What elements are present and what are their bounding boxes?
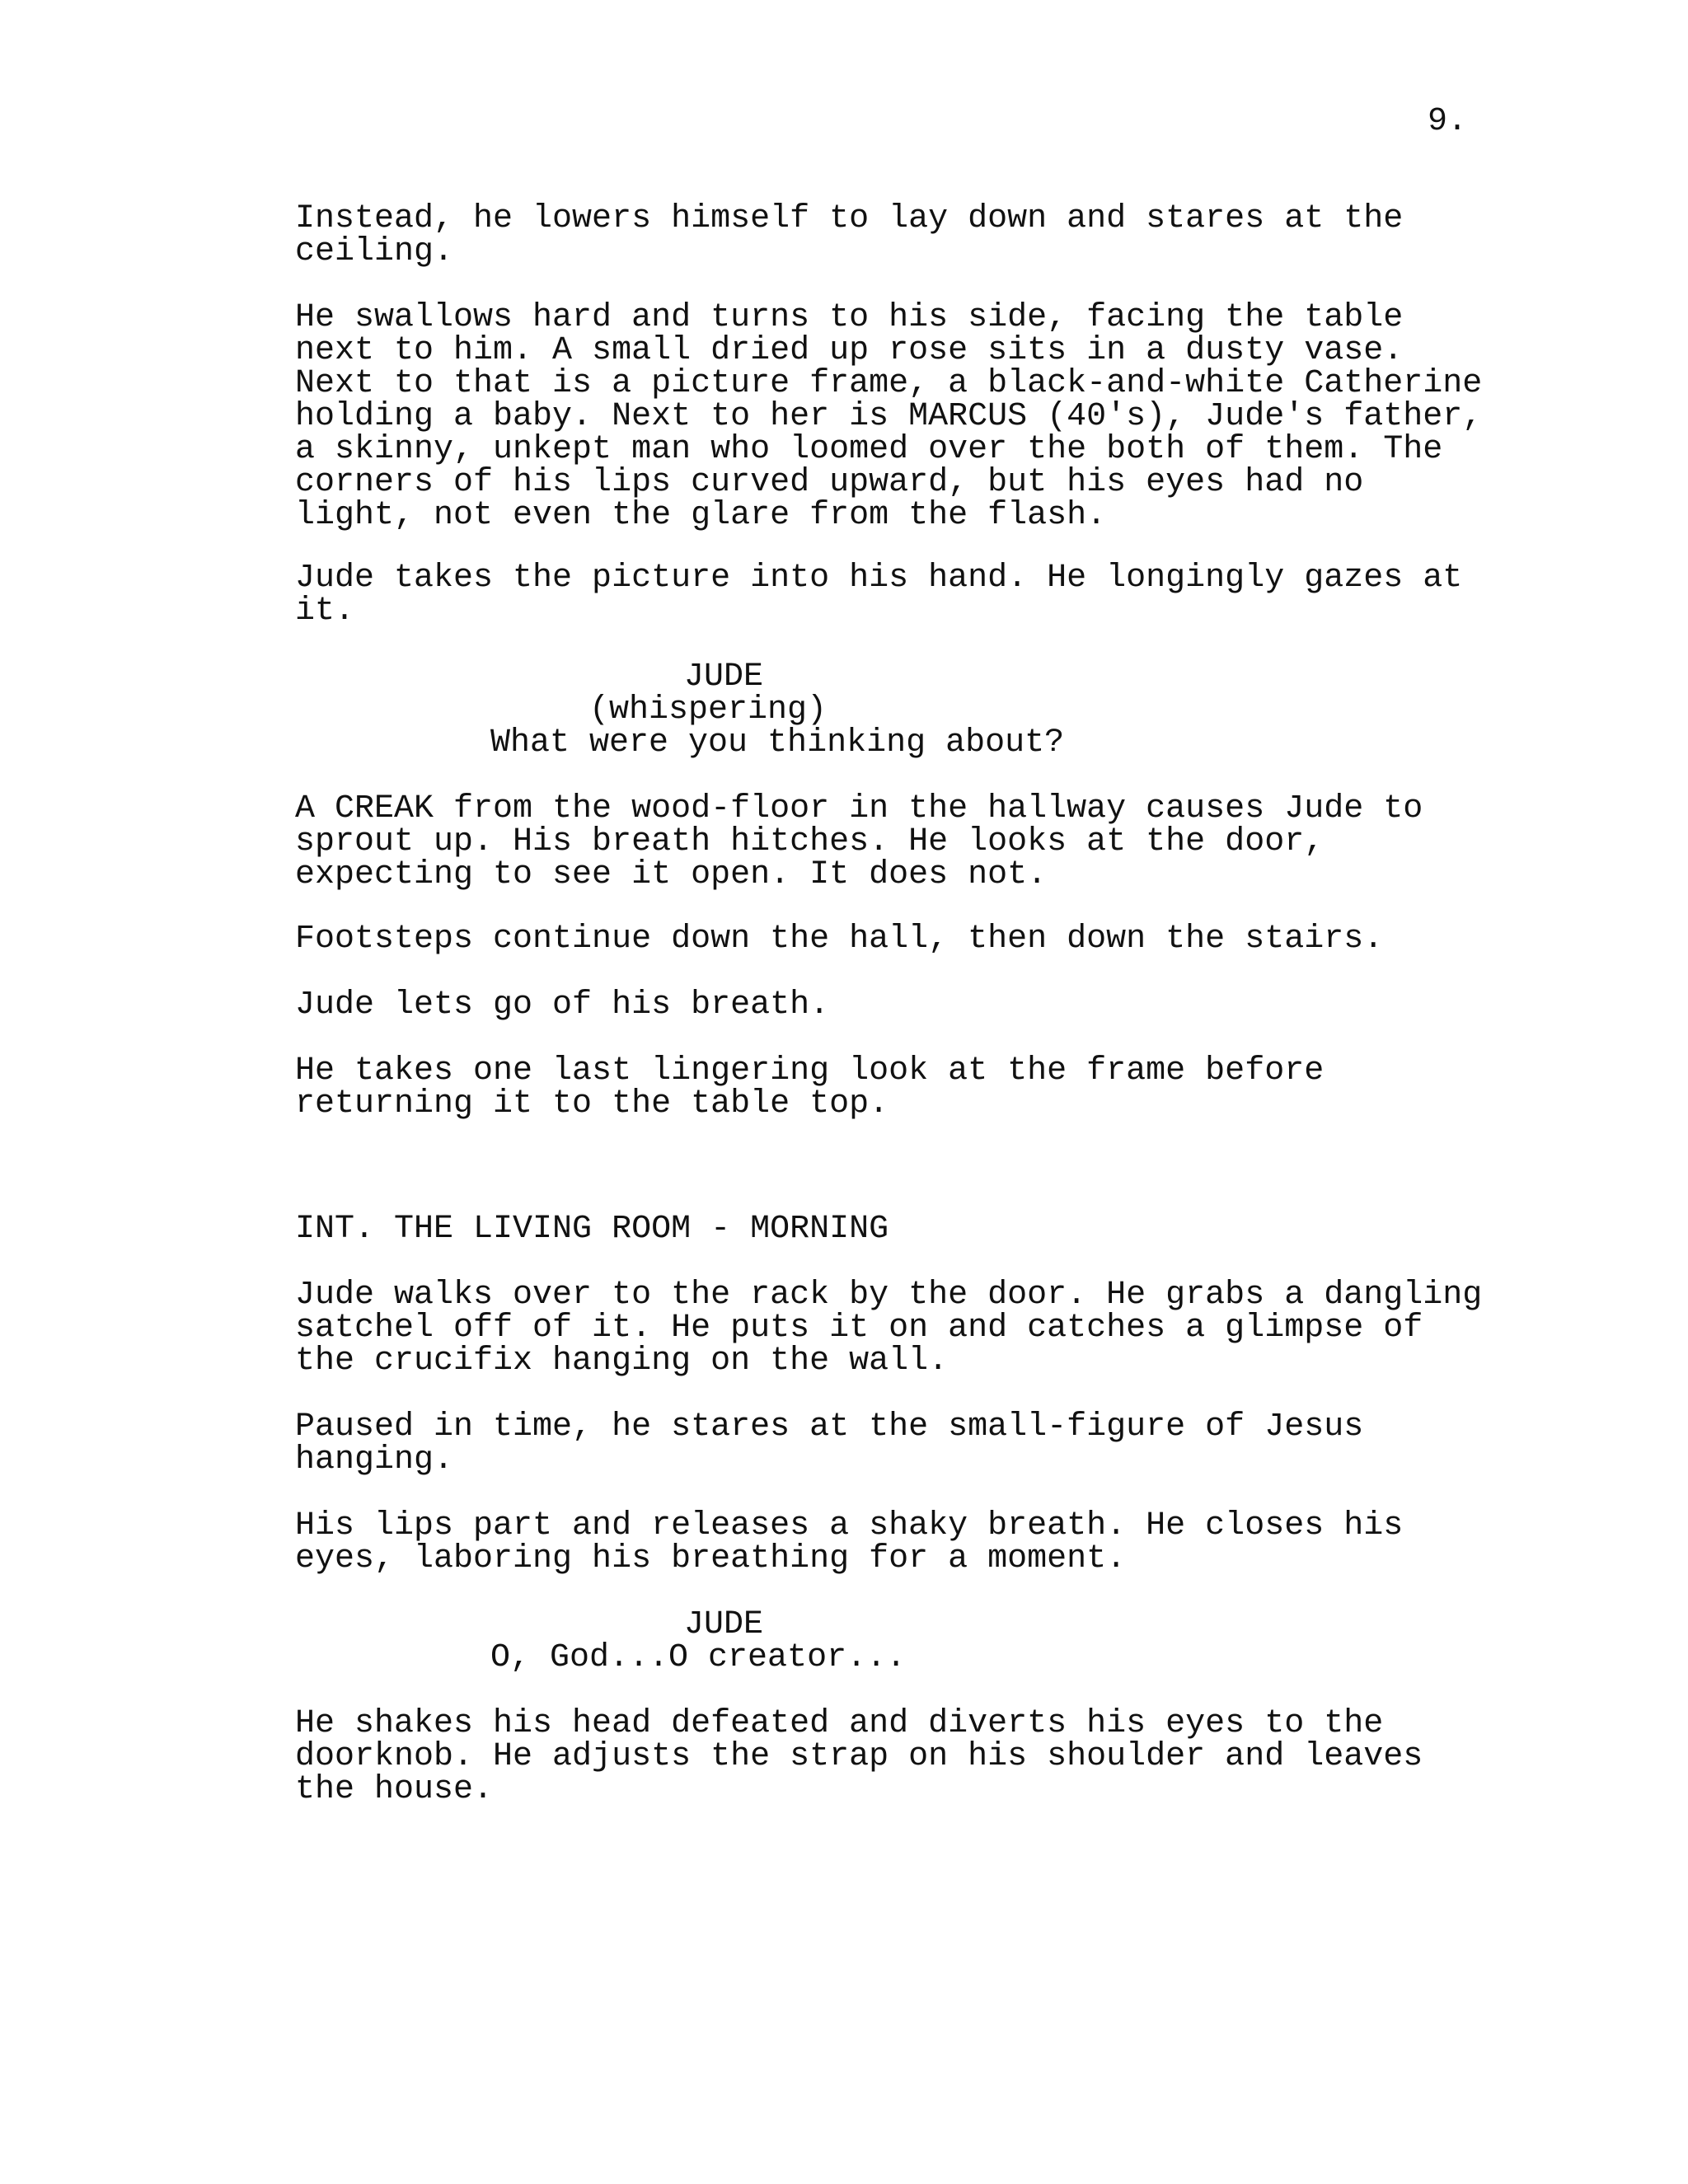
action-paragraph bbox=[295, 1052, 1325, 1122]
action-line: sprout up. His breath hitches. He looks at the door, bbox=[295, 823, 1325, 860]
action-paragraph bbox=[295, 1408, 1364, 1479]
action-line: Next to that is a picture frame, a black-and-white Catherine bbox=[295, 365, 1483, 402]
action-paragraph bbox=[295, 923, 1383, 956]
action-paragraph bbox=[295, 989, 829, 1022]
action-line: Instead, he lowers himself to lay down and stares at the bbox=[295, 200, 1404, 237]
action-paragraph bbox=[295, 299, 1483, 534]
action-line: doorknob. He adjusts the strap on his shoulder and leaves bbox=[295, 1738, 1423, 1775]
action-line: the house. bbox=[295, 1771, 494, 1808]
action-line: He shakes his head defeated and diverts his eyes to the bbox=[295, 1705, 1384, 1742]
action-line: He swallows hard and turns to his side, facing the table bbox=[295, 299, 1404, 336]
action-line: He takes one last lingering look at the frame before bbox=[295, 1052, 1325, 1090]
action-line: it. bbox=[295, 593, 355, 630]
action-line: Jude takes the picture into his hand. He longingly gazes at bbox=[295, 560, 1463, 597]
action-line: a skinny, unkept man who loomed over the both of them. The bbox=[295, 431, 1443, 468]
action-line: hanging. bbox=[295, 1441, 454, 1479]
action-line: His lips part and releases a shaky breath. He closes his bbox=[295, 1507, 1404, 1544]
character-name: JUDE bbox=[684, 658, 764, 696]
action-line: corners of his lips curved upward, but his eyes had no bbox=[295, 464, 1364, 501]
action-line: Paused in time, he stares at the small-figure of Jesus bbox=[295, 1408, 1364, 1446]
action-line: Footsteps continue down the hall, then down the stairs. bbox=[295, 921, 1384, 958]
action-paragraph bbox=[295, 1279, 1482, 1378]
dialogue-line: O, God...O creator... bbox=[490, 1639, 907, 1676]
action-paragraph bbox=[295, 200, 1404, 270]
action-line: holding a baby. Next to her is MARCUS (40's), Jude's father, bbox=[295, 398, 1483, 435]
action-paragraph bbox=[295, 1705, 1423, 1808]
action-paragraph bbox=[295, 562, 1462, 628]
action-line: light, not even the glare from the flash. bbox=[295, 497, 1107, 534]
parenthetical: (whispering) bbox=[589, 691, 828, 729]
action-paragraph bbox=[295, 1507, 1404, 1577]
action-paragraph bbox=[295, 790, 1423, 893]
action-line: expecting to see it open. It does not. bbox=[295, 856, 1048, 893]
action-line: Jude lets go of his breath. bbox=[295, 987, 830, 1024]
action-line: satchel off of it. He puts it on and catches a glimpse of bbox=[295, 1310, 1423, 1347]
dialogue-line: What were you thinking about? bbox=[490, 724, 1065, 762]
page-number: 9. bbox=[1428, 103, 1468, 140]
scene-heading: INT. THE LIVING ROOM - MORNING bbox=[295, 1211, 889, 1248]
action-line: ceiling. bbox=[295, 233, 454, 270]
character-name: JUDE bbox=[684, 1606, 764, 1643]
action-line: returning it to the table top. bbox=[295, 1085, 889, 1122]
action-line: next to him. A small dried up rose sits in a dusty vase. bbox=[295, 332, 1404, 369]
action-line: eyes, laboring his breathing for a moment. bbox=[295, 1540, 1127, 1577]
action-line: A CREAK from the wood-floor in the hallway causes Jude to bbox=[295, 790, 1423, 827]
action-line: Jude walks over to the rack by the door. He grabs a dangling bbox=[295, 1277, 1483, 1314]
action-line: the crucifix hanging on the wall. bbox=[295, 1343, 949, 1380]
